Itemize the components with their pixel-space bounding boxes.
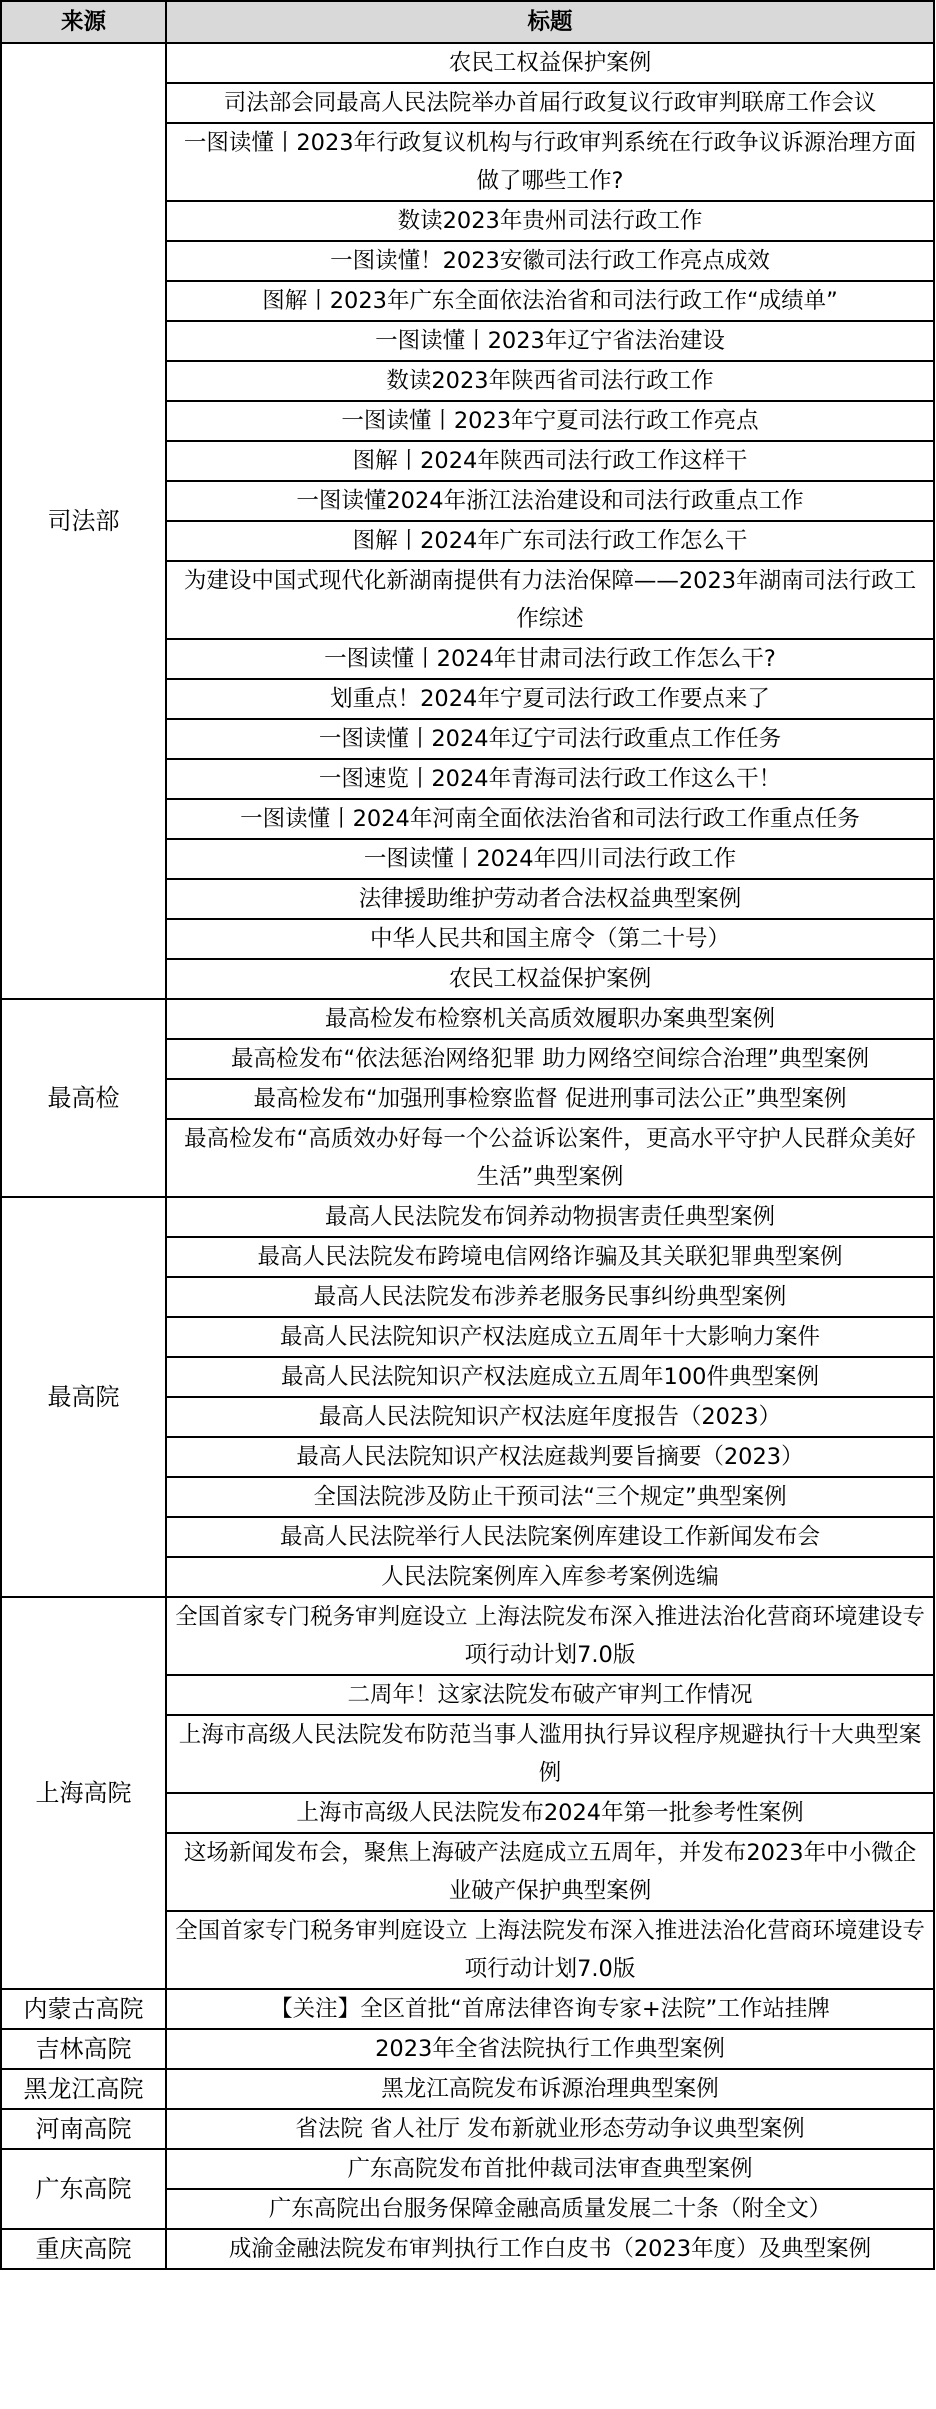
- title-cell: 二周年！这家法院发布破产审判工作情况: [166, 1675, 934, 1715]
- title-cell: 最高人民法院知识产权法庭年度报告（2023）: [166, 1397, 934, 1437]
- title-cell: 上海市高级人民法院发布防范当事人滥用执行异议程序规避执行十大典型案例: [166, 1715, 934, 1793]
- table-row: [1, 2109, 934, 2149]
- source-cell: 司法部: [1, 43, 166, 999]
- title-cell: 一图读懂2024年浙江法治建设和司法行政重点工作: [166, 481, 934, 521]
- title-cell: 一图读懂丨2023年行政复议机构与行政审判系统在行政争议诉源治理方面做了哪些工作?: [166, 123, 934, 201]
- title-cell: 图解丨2024年广东司法行政工作怎么干: [166, 521, 934, 561]
- title-cell: 人民法院案例库入库参考案例选编: [166, 1557, 934, 1597]
- table-row: [1, 2149, 934, 2189]
- table-row: [1, 1597, 934, 1675]
- source-cell: 内蒙古高院: [1, 1989, 166, 2029]
- title-cell: 司法部会同最高人民法院举办首届行政复议行政审判联席工作会议: [166, 83, 934, 123]
- title-cell: 最高人民法院发布饲养动物损害责任典型案例: [166, 1197, 934, 1237]
- source-cell: 黑龙江高院: [1, 2069, 166, 2109]
- table-row: [1, 2229, 934, 2269]
- title-cell: 图解丨2023年广东全面依法治省和司法行政工作“成绩单”: [166, 281, 934, 321]
- table-row: [1, 1197, 934, 1237]
- title-cell: 最高人民法院知识产权法庭成立五周年100件典型案例: [166, 1357, 934, 1397]
- title-cell: 最高人民法院知识产权法庭成立五周年十大影响力案件: [166, 1317, 934, 1357]
- title-cell: 图解丨2024年陕西司法行政工作这样干: [166, 441, 934, 481]
- title-cell: 一图速览丨2024年青海司法行政工作这么干！: [166, 759, 934, 799]
- title-cell: 最高检发布“依法惩治网络犯罪 助力网络空间综合治理”典型案例: [166, 1039, 934, 1079]
- title-cell: 全国首家专门税务审判庭设立 上海法院发布深入推进法治化营商环境建设专项行动计划7.0版: [166, 1597, 934, 1675]
- title-cell: 上海市高级人民法院发布2024年第一批参考性案例: [166, 1793, 934, 1833]
- title-cell: 最高检发布“加强刑事检察监督 促进刑事司法公正”典型案例: [166, 1079, 934, 1119]
- source-cell: 最高检: [1, 999, 166, 1197]
- title-cell: 农民工权益保护案例: [166, 43, 934, 83]
- title-cell: 农民工权益保护案例: [166, 959, 934, 999]
- table-row: [1, 43, 934, 83]
- source-cell: 吉林高院: [1, 2029, 166, 2069]
- table-row: [1, 2029, 934, 2069]
- source-cell: 最高院: [1, 1197, 166, 1597]
- title-cell: 2023年全省法院执行工作典型案例: [166, 2029, 934, 2069]
- title-cell: 最高人民法院举行人民法院案例库建设工作新闻发布会: [166, 1517, 934, 1557]
- title-cell: 黑龙江高院发布诉源治理典型案例: [166, 2069, 934, 2109]
- title-cell: 最高检发布“高质效办好每一个公益诉讼案件，更高水平守护人民群众美好生活”典型案例: [166, 1119, 934, 1197]
- title-cell: 最高人民法院发布涉养老服务民事纠纷典型案例: [166, 1277, 934, 1317]
- title-cell: 为建设中国式现代化新湖南提供有力法治保障——2023年湖南司法行政工作综述: [166, 561, 934, 639]
- header-title: 标题: [166, 1, 934, 43]
- title-cell: 一图读懂！2023安徽司法行政工作亮点成效: [166, 241, 934, 281]
- table-body: [1, 43, 934, 2269]
- title-cell: 这场新闻发布会，聚焦上海破产法庭成立五周年，并发布2023年中小微企业破产保护典型案例: [166, 1833, 934, 1911]
- table-row: [1, 1989, 934, 2029]
- title-cell: 一图读懂丨2024年河南全面依法治省和司法行政工作重点任务: [166, 799, 934, 839]
- source-cell: 广东高院: [1, 2149, 166, 2229]
- title-cell: 法律援助维护劳动者合法权益典型案例: [166, 879, 934, 919]
- title-cell: 全国法院涉及防止干预司法“三个规定”典型案例: [166, 1477, 934, 1517]
- source-cell: 上海高院: [1, 1597, 166, 1989]
- table-row: [1, 2069, 934, 2109]
- title-cell: 最高检发布检察机关高质效履职办案典型案例: [166, 999, 934, 1039]
- title-cell: 一图读懂丨2023年宁夏司法行政工作亮点: [166, 401, 934, 441]
- title-cell: 一图读懂丨2024年辽宁司法行政重点工作任务: [166, 719, 934, 759]
- title-cell: 广东高院出台服务保障金融高质量发展二十条（附全文）: [166, 2189, 934, 2229]
- source-cell: 河南高院: [1, 2109, 166, 2149]
- title-cell: 最高人民法院知识产权法庭裁判要旨摘要（2023）: [166, 1437, 934, 1477]
- title-cell: 广东高院发布首批仲裁司法审查典型案例: [166, 2149, 934, 2189]
- title-cell: 全国首家专门税务审判庭设立 上海法院发布深入推进法治化营商环境建设专项行动计划7.0版: [166, 1911, 934, 1989]
- title-cell: 成渝金融法院发布审判执行工作白皮书（2023年度）及典型案例: [166, 2229, 934, 2269]
- title-cell: 划重点！2024年宁夏司法行政工作要点来了: [166, 679, 934, 719]
- header-row: [1, 1, 934, 43]
- source-cell: 重庆高院: [1, 2229, 166, 2269]
- title-cell: 数读2023年贵州司法行政工作: [166, 201, 934, 241]
- title-cell: 【关注】全区首批“首席法律咨询专家+法院”工作站挂牌: [166, 1989, 934, 2029]
- title-cell: 数读2023年陕西省司法行政工作: [166, 361, 934, 401]
- title-cell: 一图读懂丨2024年甘肃司法行政工作怎么干?: [166, 639, 934, 679]
- header-source: 来源: [1, 1, 166, 43]
- table-row: [1, 999, 934, 1039]
- title-cell: 最高人民法院发布跨境电信网络诈骗及其关联犯罪典型案例: [166, 1237, 934, 1277]
- title-cell: 省法院 省人社厅 发布新就业形态劳动争议典型案例: [166, 2109, 934, 2149]
- title-cell: 中华人民共和国主席令（第二十号）: [166, 919, 934, 959]
- title-cell: 一图读懂丨2023年辽宁省法治建设: [166, 321, 934, 361]
- title-cell: 一图读懂丨2024年四川司法行政工作: [166, 839, 934, 879]
